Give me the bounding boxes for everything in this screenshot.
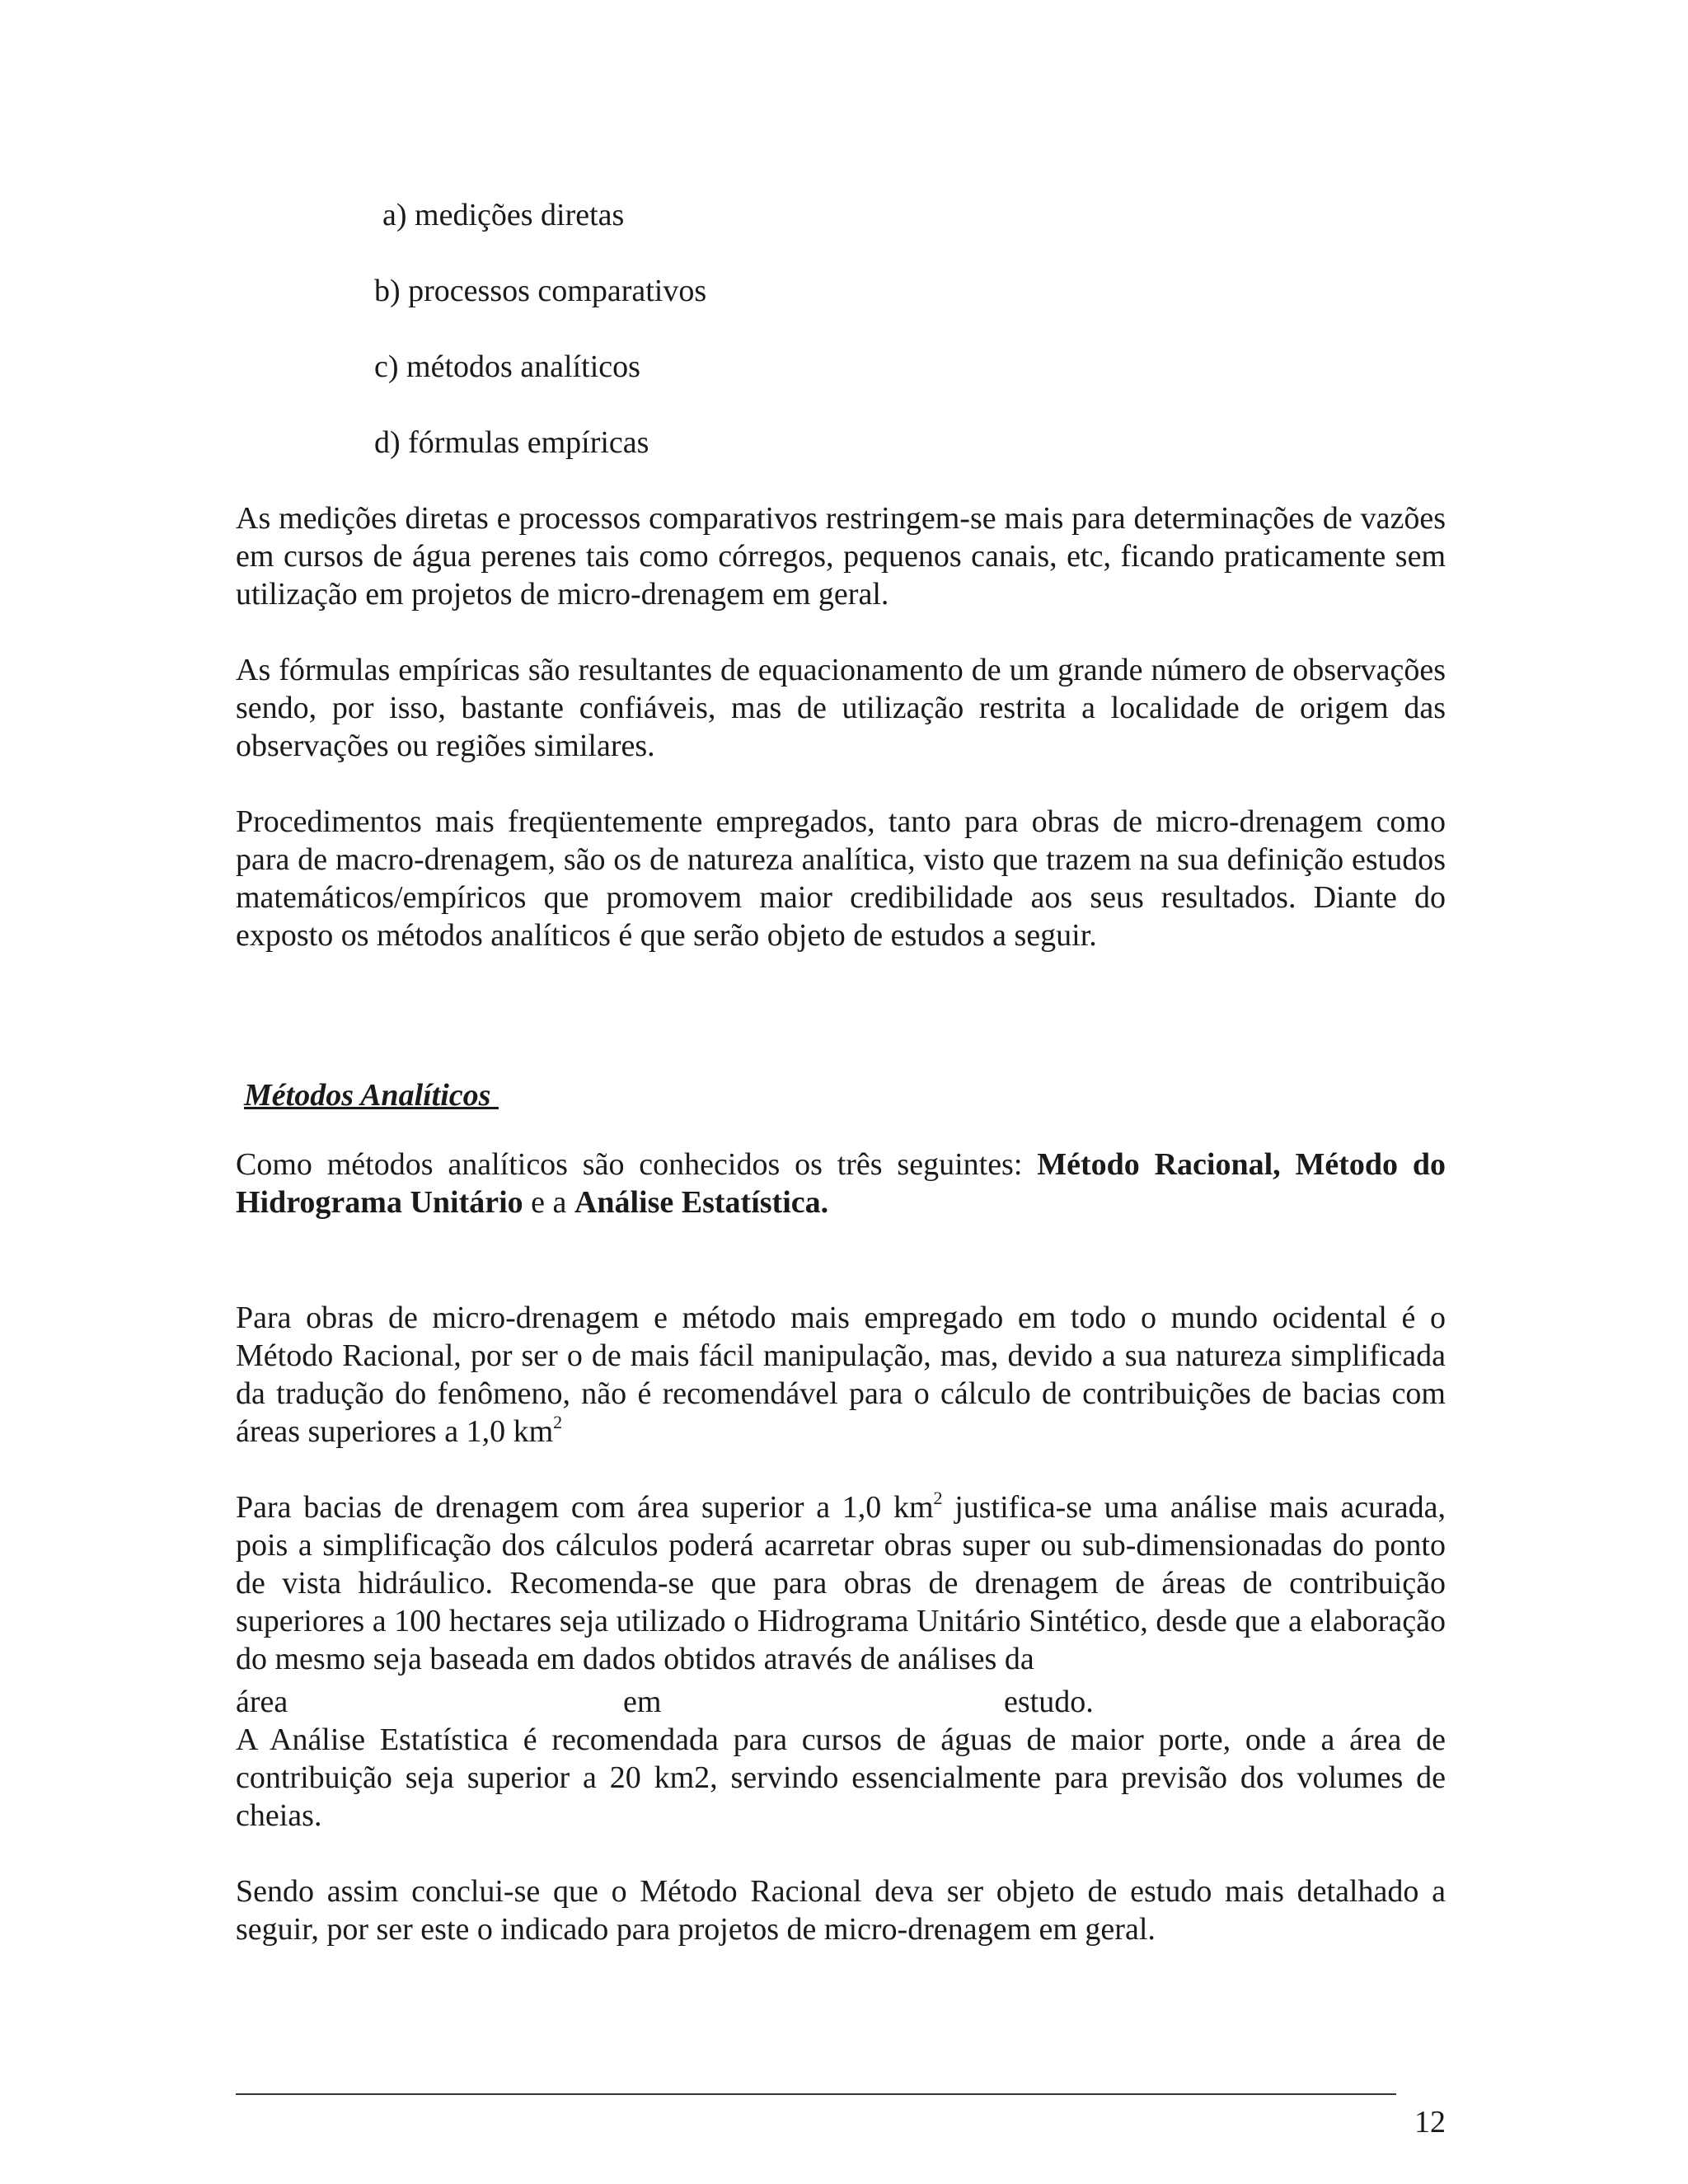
paragraph-medicoes: As medições diretas e processos comparativos restringem-se mais para determinações de vazões em cursos de água perenes tais como córregos, pequenos canais, etc, ficando praticamente sem utilização em projetos de micro-drenagem em geral. — [236, 501, 1446, 612]
superscript-2: 2 — [933, 1488, 943, 1508]
paragraph-formulas: As fórmulas empíricas são resultantes de equacionamento de um grande número de observações sendo, por isso, bastante confiáveis, mas de utilização restrita a localidade de origem das observações ou regiões similares. — [236, 653, 1446, 763]
racional-text: Para obras de micro-drenagem e método mais empregado em todo o mundo ocidental é o Método Racional, por ser o de mais fácil manipulação, mas, devido a sua natureza simplificada da tradução do fenômeno, não é recomendável para o cálculo de contribuições de bacias com áreas superiores a 1,0 km — [236, 1301, 1446, 1449]
list-item-d: d) fórmulas empíricas — [374, 425, 649, 460]
paragraph-procedimentos: Procedimentos mais freqüentemente empregados, tanto para obras de micro-drenagem como para de macro-drenagem, são os de natureza analítica, visto que trazem na sua definição estudos matemáticos/empíricos que promovem maior credibilidade aos seus resultados. Diante do exposto os métodos analíticos é que serão objeto de estudos a seguir. — [236, 804, 1446, 953]
bacias-part-1: Para bacias de drenagem com área superior a 1,0 km — [236, 1490, 934, 1525]
area-word: área — [236, 1685, 288, 1719]
paragraph-estatistica: A Análise Estatística é recomendada para cursos de águas de maior porte, onde a área de contribuição seja superior a 20 km2, servindo essencialmente para previsão dos volumes de cheias. — [236, 1722, 1446, 1833]
methods-intro-lead: Como métodos analíticos são conhecidos os três seguintes: — [236, 1147, 1038, 1182]
superscript-2: 2 — [553, 1412, 563, 1432]
paragraph-conclusion: Sendo assim conclui-se que o Método Racional deva ser objeto de estudo mais detalhado a seguir, por ser este o indicado para projetos de micro-drenagem em geral. — [236, 1874, 1446, 1947]
list-item-c: c) métodos analíticos — [374, 349, 640, 384]
paragraph-bacias — [236, 1488, 1446, 1678]
methods-intro-mid: e a — [523, 1185, 574, 1220]
methods-intro-bold-2: Análise Estatística. — [574, 1185, 829, 1220]
paragraph-methods-intro — [236, 1146, 1446, 1221]
em-word: em — [623, 1685, 662, 1719]
page-number: 12 — [1414, 2105, 1446, 2139]
list-item-a: a) medições diretas — [382, 198, 625, 232]
bacias-part-2: justifica-se uma análise mais acurada, pois a simplificação dos cálculos poderá acarretar obras super ou sub-dimensionadas do ponto de vista hidráulico. Recomenda-se que para obras de drenagem de áreas de contribuição superiores a 100 hectares seja utilizado o Hidrograma Unitário Sintético, desde que a elaboração do mesmo seja baseada em dados obtidos através de análises da — [236, 1490, 1447, 1676]
footer-rule — [236, 2093, 1396, 2095]
paragraph-racional — [236, 1299, 1446, 1451]
list-item-b: b) processos comparativos — [374, 274, 707, 308]
estudo-word: estudo. — [1004, 1685, 1094, 1719]
section-heading: Métodos Analíticos — [244, 1078, 499, 1113]
justified-area-line — [236, 1683, 1446, 1721]
methods-intro-bold-1: Método Racional, Método do Hidrograma Unitário — [236, 1147, 1447, 1220]
